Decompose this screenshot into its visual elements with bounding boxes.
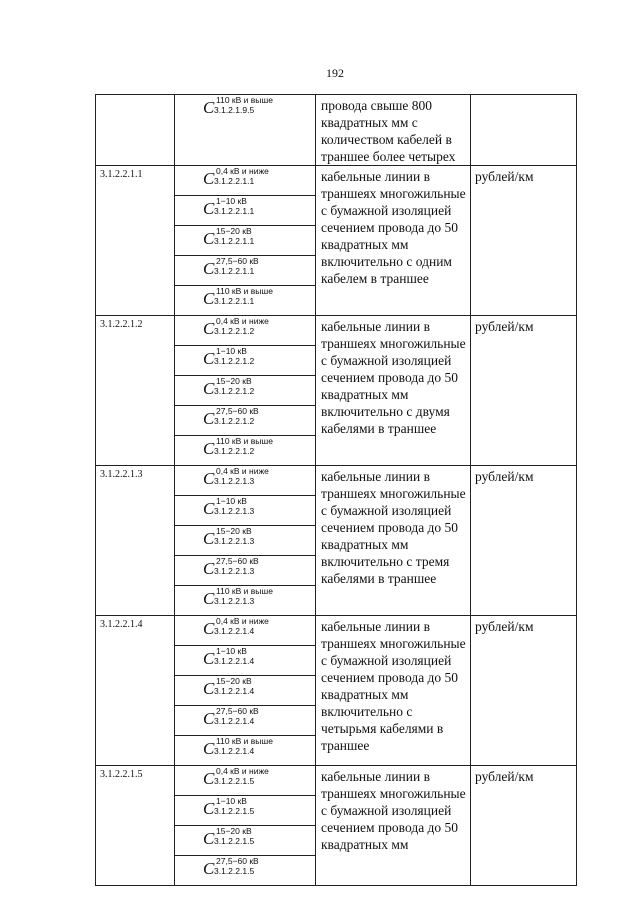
cost-symbol bbox=[203, 646, 287, 670]
symbol-cell bbox=[175, 676, 316, 706]
symbol-letter: C bbox=[203, 769, 215, 788]
unit-cell: рублей/км bbox=[471, 766, 577, 886]
symbol-subscript: 3.1.2.2.1.4 bbox=[214, 626, 255, 636]
description-cell: кабельные линии в траншеях многожильные с бумажной изоляцией сечением провода до 50 квадратных мм включительно с одним кабелем в траншее bbox=[316, 166, 471, 316]
symbol-subscript: 3.1.2.2.1.2 bbox=[214, 416, 255, 426]
symbol-letter: C bbox=[203, 98, 215, 117]
symbol-letter: C bbox=[203, 709, 215, 728]
symbol-subscript: 3.1.2.2.1.4 bbox=[214, 656, 255, 666]
cost-symbol bbox=[203, 796, 287, 820]
symbol-letter: C bbox=[203, 529, 215, 548]
symbol-cell bbox=[175, 466, 316, 496]
cost-symbol bbox=[203, 95, 287, 119]
description-cell: кабельные линии в траншеях многожильные с бумажной изоляцией сечением провода до 50 квадратных мм включительно с двумя кабелями в траншее bbox=[316, 316, 471, 466]
symbol-superscript: 110 кВ и выше bbox=[216, 286, 273, 296]
symbol-cell bbox=[175, 826, 316, 856]
symbol-superscript: 110 кВ и выше bbox=[216, 95, 273, 105]
cost-symbol bbox=[203, 736, 287, 760]
symbol-cell bbox=[175, 436, 316, 466]
symbol-superscript: 15−20 кВ bbox=[216, 526, 252, 536]
symbol-cell bbox=[175, 736, 316, 766]
symbol-letter: C bbox=[203, 499, 215, 518]
symbol-letter: C bbox=[203, 379, 215, 398]
symbol-subscript: 3.1.2.2.1.5 bbox=[214, 806, 255, 816]
symbol-superscript: 110 кВ и выше bbox=[216, 736, 273, 746]
symbol-letter: C bbox=[203, 289, 215, 308]
table-row bbox=[96, 466, 577, 496]
cost-symbol bbox=[203, 406, 287, 430]
symbol-superscript: 110 кВ и выше bbox=[216, 436, 273, 446]
cost-symbol bbox=[203, 526, 287, 550]
symbol-cell bbox=[175, 766, 316, 796]
symbol-superscript: 27,5−60 кВ bbox=[216, 406, 259, 416]
symbol-letter: C bbox=[203, 559, 215, 578]
symbol-subscript: 3.1.2.2.1.1 bbox=[214, 236, 255, 246]
symbol-letter: C bbox=[203, 859, 215, 878]
cost-symbol bbox=[203, 166, 287, 190]
cost-symbol bbox=[203, 226, 287, 250]
symbol-superscript: 27,5−60 кВ bbox=[216, 556, 259, 566]
symbol-cell bbox=[175, 316, 316, 346]
symbol-letter: C bbox=[203, 589, 215, 608]
symbol-subscript: 3.1.2.2.1.2 bbox=[214, 356, 255, 366]
unit-cell: рублей/км bbox=[471, 466, 577, 616]
symbol-superscript: 0,4 кВ и ниже bbox=[216, 166, 269, 176]
symbol-subscript: 3.1.2.2.1.1 bbox=[214, 296, 255, 306]
symbol-cell bbox=[175, 376, 316, 406]
symbol-letter: C bbox=[203, 259, 215, 278]
table-row bbox=[96, 95, 577, 166]
symbol-superscript: 27,5−60 кВ bbox=[216, 856, 259, 866]
symbol-letter: C bbox=[203, 229, 215, 248]
table-row bbox=[96, 316, 577, 346]
symbol-letter: C bbox=[203, 469, 215, 488]
unit-cell: рублей/км bbox=[471, 316, 577, 466]
symbol-subscript: 3.1.2.2.1.5 bbox=[214, 836, 255, 846]
symbol-subscript: 3.1.2.2.1.1 bbox=[214, 206, 255, 216]
cost-symbol bbox=[203, 766, 287, 790]
symbol-letter: C bbox=[203, 829, 215, 848]
code-cell: 3.1.2.2.1.3 bbox=[96, 466, 175, 616]
cost-symbol bbox=[203, 196, 287, 220]
symbol-subscript: 3.1.2.2.1.3 bbox=[214, 566, 255, 576]
symbol-cell bbox=[175, 496, 316, 526]
cost-symbol bbox=[203, 346, 287, 370]
cost-symbol bbox=[203, 496, 287, 520]
symbol-letter: C bbox=[203, 649, 215, 668]
symbol-superscript: 0,4 кВ и ниже bbox=[216, 616, 269, 626]
symbol-letter: C bbox=[203, 799, 215, 818]
symbol-superscript: 15−20 кВ bbox=[216, 226, 252, 236]
symbol-letter: C bbox=[203, 619, 215, 638]
symbol-superscript: 0,4 кВ и ниже bbox=[216, 466, 269, 476]
symbol-cell bbox=[175, 346, 316, 376]
symbol-subscript: 3.1.2.2.1.1 bbox=[214, 176, 255, 186]
symbol-cell bbox=[175, 286, 316, 316]
cost-symbol bbox=[203, 316, 287, 340]
symbol-cell bbox=[175, 166, 316, 196]
symbol-superscript: 15−20 кВ bbox=[216, 676, 252, 686]
cost-symbol bbox=[203, 616, 287, 640]
code-cell: 3.1.2.2.1.5 bbox=[96, 766, 175, 886]
symbol-letter: C bbox=[203, 199, 215, 218]
symbol-subscript: 3.1.2.2.1.3 bbox=[214, 596, 255, 606]
symbol-letter: C bbox=[203, 349, 215, 368]
symbol-subscript: 3.1.2.2.1.5 bbox=[214, 776, 255, 786]
symbol-superscript: 27,5−60 кВ bbox=[216, 256, 259, 266]
symbol-letter: C bbox=[203, 319, 215, 338]
symbol-letter: C bbox=[203, 439, 215, 458]
symbol-superscript: 27,5−60 кВ bbox=[216, 706, 259, 716]
symbol-letter: C bbox=[203, 169, 215, 188]
cost-symbol bbox=[203, 286, 287, 310]
symbol-superscript: 1−10 кВ bbox=[216, 796, 247, 806]
symbol-superscript: 0,4 кВ и ниже bbox=[216, 316, 269, 326]
cost-symbol bbox=[203, 256, 287, 280]
symbol-subscript: 3.1.2.2.1.2 bbox=[214, 326, 255, 336]
cost-symbol bbox=[203, 436, 287, 460]
symbol-letter: C bbox=[203, 409, 215, 428]
symbol-cell bbox=[175, 616, 316, 646]
unit-cell bbox=[471, 95, 577, 166]
symbol-letter: C bbox=[203, 679, 215, 698]
code-cell: 3.1.2.2.1.4 bbox=[96, 616, 175, 766]
code-cell bbox=[96, 95, 175, 166]
symbol-cell bbox=[175, 586, 316, 616]
description-cell: провода свыше 800 квадратных мм с количеством кабелей в траншее более четырех bbox=[316, 95, 471, 166]
symbol-superscript: 1−10 кВ bbox=[216, 646, 247, 656]
unit-cell: рублей/км bbox=[471, 166, 577, 316]
symbol-subscript: 3.1.2.2.1.3 bbox=[214, 506, 255, 516]
symbol-cell bbox=[175, 95, 316, 166]
page-number: 192 bbox=[326, 66, 344, 80]
code-cell: 3.1.2.2.1.2 bbox=[96, 316, 175, 466]
symbol-cell bbox=[175, 856, 316, 886]
symbol-cell bbox=[175, 646, 316, 676]
cost-symbol bbox=[203, 466, 287, 490]
cost-symbol bbox=[203, 826, 287, 850]
symbol-cell bbox=[175, 526, 316, 556]
cost-symbol bbox=[203, 706, 287, 730]
description-cell: кабельные линии в траншеях многожильные с бумажной изоляцией сечением провода до 50 квадратных мм bbox=[316, 766, 471, 886]
symbol-subscript: 3.1.2.2.1.1 bbox=[214, 266, 255, 276]
table-row bbox=[96, 616, 577, 646]
symbol-cell bbox=[175, 556, 316, 586]
symbol-subscript: 3.1.2.2.1.2 bbox=[214, 386, 255, 396]
table-row bbox=[96, 766, 577, 796]
description-cell: кабельные линии в траншеях многожильные с бумажной изоляцией сечением провода до 50 квадратных мм включительно с четырьмя кабелями в траншее bbox=[316, 616, 471, 766]
symbol-subscript: 3.1.2.2.1.3 bbox=[214, 476, 255, 486]
symbol-cell bbox=[175, 406, 316, 436]
unit-cell: рублей/км bbox=[471, 616, 577, 766]
symbol-superscript: 1−10 кВ bbox=[216, 496, 247, 506]
symbol-subscript: 3.1.2.2.1.4 bbox=[214, 716, 255, 726]
description-cell: кабельные линии в траншеях многожильные с бумажной изоляцией сечением провода до 50 квадратных мм включительно с тремя кабелями в траншее bbox=[316, 466, 471, 616]
symbol-cell bbox=[175, 796, 316, 826]
symbol-cell bbox=[175, 196, 316, 226]
symbol-subscript: 3.1.2.1.9.5 bbox=[214, 105, 255, 115]
symbol-subscript: 3.1.2.2.1.4 bbox=[214, 746, 255, 756]
symbol-superscript: 15−20 кВ bbox=[216, 826, 252, 836]
symbol-subscript: 3.1.2.2.1.3 bbox=[214, 536, 255, 546]
symbol-subscript: 3.1.2.2.1.5 bbox=[214, 866, 255, 876]
code-cell: 3.1.2.2.1.1 bbox=[96, 166, 175, 316]
symbol-cell bbox=[175, 706, 316, 736]
symbol-letter: C bbox=[203, 739, 215, 758]
symbol-subscript: 3.1.2.2.1.4 bbox=[214, 686, 255, 696]
cost-symbol bbox=[203, 856, 287, 880]
cost-symbol bbox=[203, 676, 287, 700]
table-row bbox=[96, 166, 577, 196]
symbol-cell bbox=[175, 226, 316, 256]
cost-symbol bbox=[203, 556, 287, 580]
symbol-superscript: 15−20 кВ bbox=[216, 376, 252, 386]
symbol-superscript: 1−10 кВ bbox=[216, 196, 247, 206]
symbol-subscript: 3.1.2.2.1.2 bbox=[214, 446, 255, 456]
symbol-superscript: 110 кВ и выше bbox=[216, 586, 273, 596]
symbol-cell bbox=[175, 256, 316, 286]
cost-symbol bbox=[203, 376, 287, 400]
cost-symbol bbox=[203, 586, 287, 610]
symbol-superscript: 0,4 кВ и ниже bbox=[216, 766, 269, 776]
tariff-table bbox=[95, 94, 577, 886]
symbol-superscript: 1−10 кВ bbox=[216, 346, 247, 356]
